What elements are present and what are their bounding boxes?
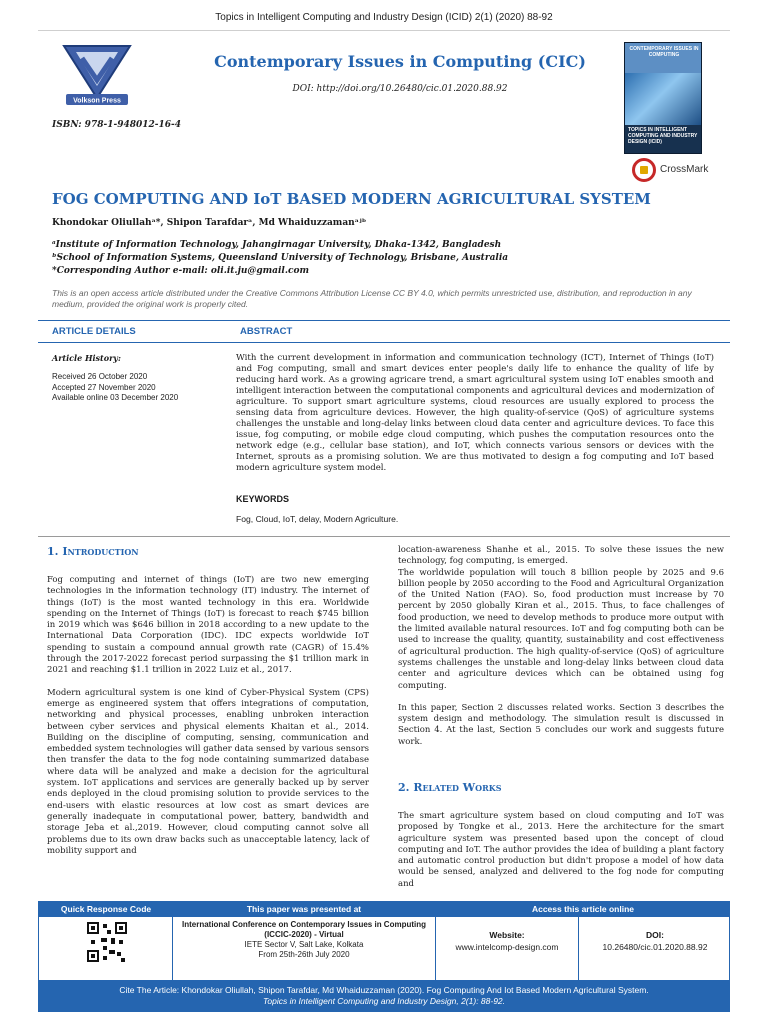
header-divider [38, 30, 730, 31]
website-label: Website: [489, 930, 525, 940]
intro-paragraph-1: Fog computing and internet of things (IoT) are two new emerging technologies in the information technology (IT) industry. The internet of things (IoT) is the most wanted technology in this era. Worldwide spending on the Internet of Things (IoT) is forecast to reach $745 billion in 2019 which was $646 billion in 2018 according to a new update to the International Data Corporation (IDC). IDC expects worldwide IoT spending to sustain a compound annual growth rate (CAGR) of 15.4% through the 2017-2022 forecast period surpassing the $1 trillion mark in 2021 and reaching $1.1 trillion in 2022 Luiz et al., 2017. [47, 575, 369, 676]
intro-paragraph-2: Modern agricultural system is one kind of Cyber-Physical System (CPS) emerge as engineered system that offers integrations of computation, networking and physical processes, enabling unbroken interaction between cyber services and physical elements Khaitan et al., 2014. Building on the discipline of computing, sensing, communication and embedded system technologies will gather data sensed by various sensors then transfer the data to the fog node containing summarized database where data will be analyzed and make a decision for the agricultural system. IoT applications and services are generally backed up by server ends deployed in the cloud promising solution to provide services to the end-users with elastic resources at low cost as smart devices are generally inadequate in computational power, battery, bandwidth and storage Jeba et al.,2019. However, cloud computing cannot solve all problems due to its own draw backs such as unacceptable latency, lack of mobility support and [47, 687, 369, 856]
citation-text: Cite The Article: Khondokar Oliullah, Shipon Tarafdar, Md Whaiduzzaman (2020). Fog Computing And Iot Based Modern Agricultural System. [119, 985, 649, 995]
citation-bar [38, 980, 730, 1012]
crossmark-badge[interactable] [632, 158, 712, 182]
article-info-box [38, 901, 730, 981]
related-paragraph-1: The smart agriculture system based on cloud computing and IoT was proposed by Tongke et al., 2013. Here the architecture for the smart agriculture system was presented based upon the concept of cloud computing and IoT. The author provides the idea of building a plant factory and automatic control production but didn't propose a model of how data would be sensed, analyzed and delivered to the fog node for computing and [398, 811, 724, 889]
journal-name: Contemporary Issues in Computing (CIC) [214, 52, 586, 71]
website-link[interactable]: www.intelcomp-design.com [455, 942, 559, 952]
license-statement: This is an open access article distributed under the Creative Commons Attribution License CC BY 4.0, which permits unrestricted use, distribution, and reproduction in any medium, provided the original work is properly cited. [52, 288, 692, 309]
intro-paragraph-5: In this paper, Section 2 discusses related works. Section 3 describes the system design and methodology. The simulation result is discussed in Section 4. At the last, Section 5 concludes our work and suggests future work. [398, 702, 724, 747]
conference-place: IETE Sector V, Salt Lake, Kolkata [244, 940, 364, 949]
journal-citation-line: Topics in Intelligent Computing and Industry Design (ICID) 2(1) (2020) 88-92 [215, 12, 553, 23]
affiliation-b: ᵇSchool of Information Systems, Queensland University of Technology, Brisbane, Australia [52, 253, 509, 263]
qr-code-label: Quick Response Code [60, 904, 152, 914]
keywords-heading: KEYWORDS [236, 494, 290, 504]
cover-band-text: CONTEMPORARY ISSUES IN COMPUTING [629, 46, 699, 58]
publisher-logo-text: Volkson Press [73, 97, 121, 105]
presented-at-label: This paper was presented at [246, 904, 362, 914]
abstract-heading: ABSTRACT [240, 326, 293, 337]
section-introduction-title: 1. Introduction [47, 545, 139, 558]
article-details-heading: ARTICLE DETAILS [52, 326, 136, 337]
intro-paragraph-4: The worldwide population will touch 8 billion people by 2025 and 9.6 billion people by 2050 according to the Food and Agricultural Organization of the United Nation (FAO). So, food production must increase by 70 percent by 2050 globally Kiran et al., 2015. Thus, to face challenges of food production, we need to develop methods to produce more output with the limited available natural resources. IoT and fog computing both can be used to increase the quality, quantity, sustainability and cost effectiveness of agricultural production. The high quality-of-service (QoS) of agriculture systems challenges the unstable and long-delay links between cloud data center and agriculture devices which can be obtained using fog computing. [398, 567, 724, 691]
article-history-list [52, 372, 178, 404]
article-info-header [39, 902, 729, 917]
journal-cover-image [624, 42, 702, 154]
details-bottom-rule [38, 342, 730, 343]
crossmark-icon [632, 158, 656, 182]
affiliation-a: ᵃInstitute of Information Technology, Jahangirnagar University, Dhaka-1342, Bangladesh [52, 240, 502, 250]
crossmark-label: CrossMark [660, 164, 709, 175]
article-history-title: Article History: [52, 353, 121, 363]
doi-link[interactable]: DOI: http://doi.org/10.26480/cic.01.2020.88.92 [292, 84, 508, 94]
publisher-logo [58, 40, 136, 116]
citation-journal: Topics in Intelligent Computing and Industry Design, 2(1): 88-92. [262, 996, 506, 1006]
paper-title: FOG COMPUTING AND IoT BASED MODERN AGRICULTURAL SYSTEM [52, 190, 651, 208]
access-online-label: Access this article online [531, 904, 635, 914]
right-column-bottom [398, 811, 724, 890]
intro-paragraph-3: location-awareness Shanhe et al., 2015. To solve these issues the new technology, fog computing, is emerged. [398, 545, 724, 567]
isbn: ISBN: 978-1-948012-16-4 [52, 120, 182, 130]
history-accepted: Accepted 27 November 2020 [52, 382, 156, 392]
body-divider [38, 536, 730, 537]
qr-code-icon[interactable] [87, 922, 127, 962]
author-list: Khondokar Oliullahᵃ*, Shipon Tarafdarᵃ, Md Whaiduzzamanᵃʲᵇ [52, 218, 367, 228]
right-column-top [398, 545, 724, 759]
conference-date: From 25th-26th July 2020 [258, 950, 350, 959]
cover-title: TOPICS IN INTELLIGENT COMPUTING AND INDUSTRY DESIGN (ICID) [628, 127, 698, 145]
corresponding-author: *Corresponding Author e-mail: oli.it.ju@gmail.com [52, 266, 309, 276]
history-online: Available online 03 December 2020 [52, 393, 179, 402]
history-received: Received 26 October 2020 [52, 372, 148, 381]
left-column [47, 575, 369, 868]
abstract-text: With the current development in information and communication technology (ICT), Internet of Things (IoT) and Fog computing, small and smart devices enter people's daily life to enhance the quality of life by reducing hard work. As a growing agricare trend, a smart agricultural system using IoT enables smooth and intelligent interaction between the computational components and agricultural devices and modernization of agriculture. To support smart agriculture systems, cloud resources are usually explored to process the sensing data from agriculture devices. However, the high quality-of-service (QoS) of agriculture systems challenges the unstable and long-delay links between cloud data center and agriculture devices. To face this issue, fog computing, or mobile edge cloud computing, which pushes the computation resources onto the network edge (e.g., cellular base station), and IoT, which connects various sensors or devices with the Internet, sprouts as a promising solution. We are thus motivated to design a fog computing and IoT based modern agriculture system model. [236, 353, 714, 473]
section-related-works-title: 2. Related Works [398, 781, 502, 794]
keywords-list: Fog, Cloud, IoT, delay, Modern Agriculture. [236, 514, 399, 524]
footer-doi-label: DOI: [646, 930, 664, 940]
footer-doi-value[interactable]: 10.26480/cic.01.2020.88.92 [602, 942, 708, 952]
conference-name: International Conference on Contemporary Issues in Computing (ICCIC-2020) - Virtual [181, 920, 427, 939]
cover-art [625, 73, 701, 125]
details-top-rule [38, 320, 730, 321]
conference-details [173, 920, 435, 960]
